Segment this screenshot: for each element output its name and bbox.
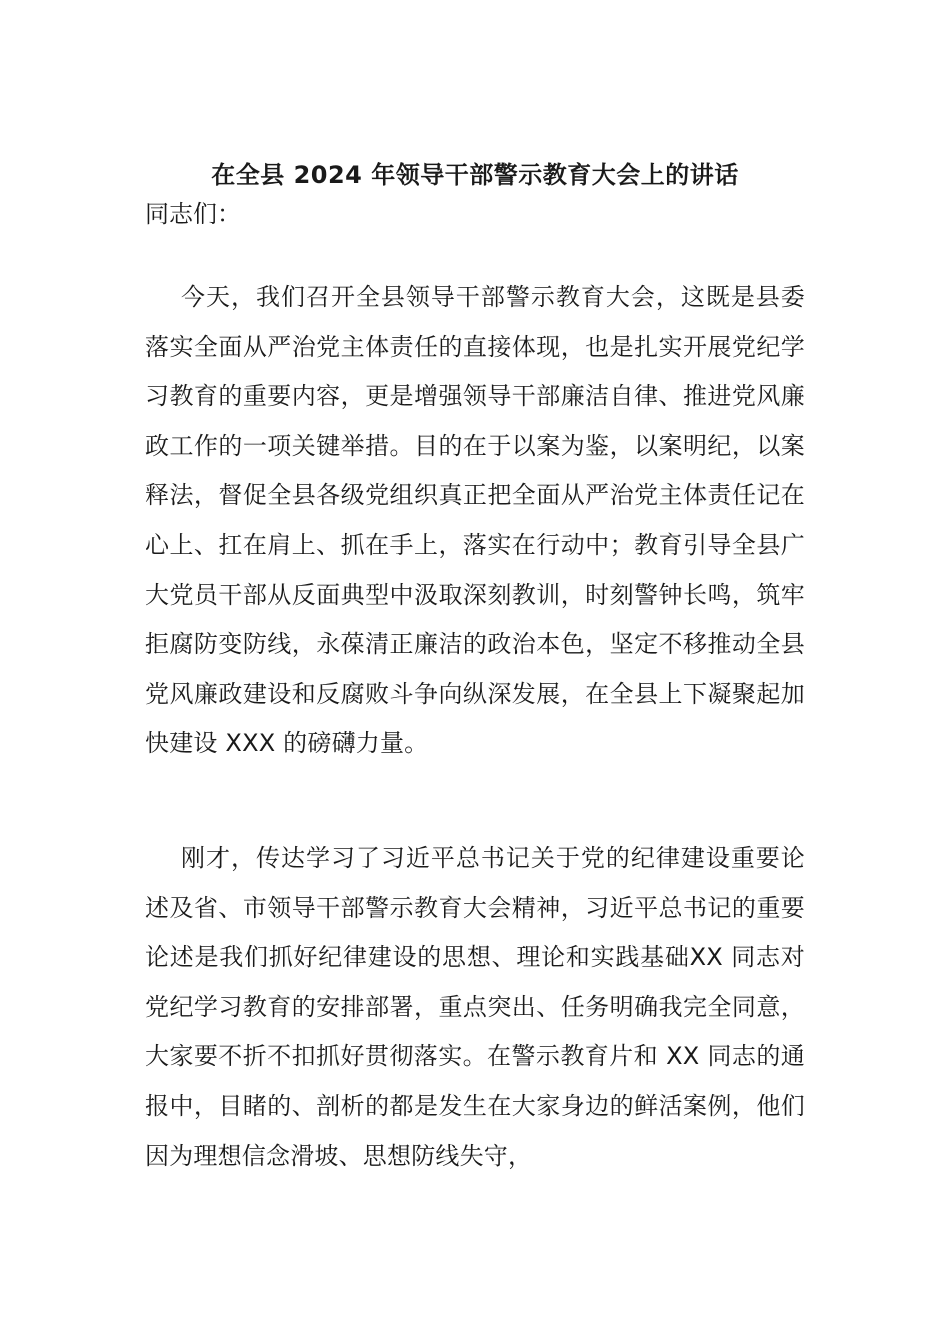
document-title: 在全县 2024 年领导干部警示教育大会上的讲话 xyxy=(211,161,739,189)
paragraph-2: 刚才，传达学习了习近平总书记关于党的纪律建设重要论述及省、市领导干部警示教育大会精神，习近平总书记的重要论述是我们抓好纪律建设的思想、理论和实践基础XX 同志对党纪学习教育的安排部署，重点突出、任务明确我完全同意，大家要不折不扣抓好贯彻落实。在警示教育片和 XX 同志的通报中，目睹的、剖析的都是发生在大家身边的鲜活案例，他们因为理想信念滑坡、思想防线失守， xyxy=(145,844,805,1170)
paragraph-1: 今天，我们召开全县领导干部警示教育大会，这既是县委落实全面从严治党主体责任的直接体现，也是扎实开展党纪学习教育的重要内容，更是增强领导干部廉洁自律、推进党风廉政工作的一项关键举措。目的在于以案为鉴，以案明纪，以案释法，督促全县各级党组织真正把全面从严治党主体责任记在心上、扛在肩上、抓在手上，落实在行动中；教育引导全县广大党员干部从反面典型中汲取深刻教训，时刻警钟长鸣，筑牢拒腐防变防线，永葆清正廉洁的政治本色，坚定不移推动全县党风廉政建设和反腐败斗争向纵深发展，在全县上下凝聚起加快建设 XXX 的磅礴力量。 xyxy=(145,283,805,758)
salutation: 同志们： xyxy=(145,200,241,228)
